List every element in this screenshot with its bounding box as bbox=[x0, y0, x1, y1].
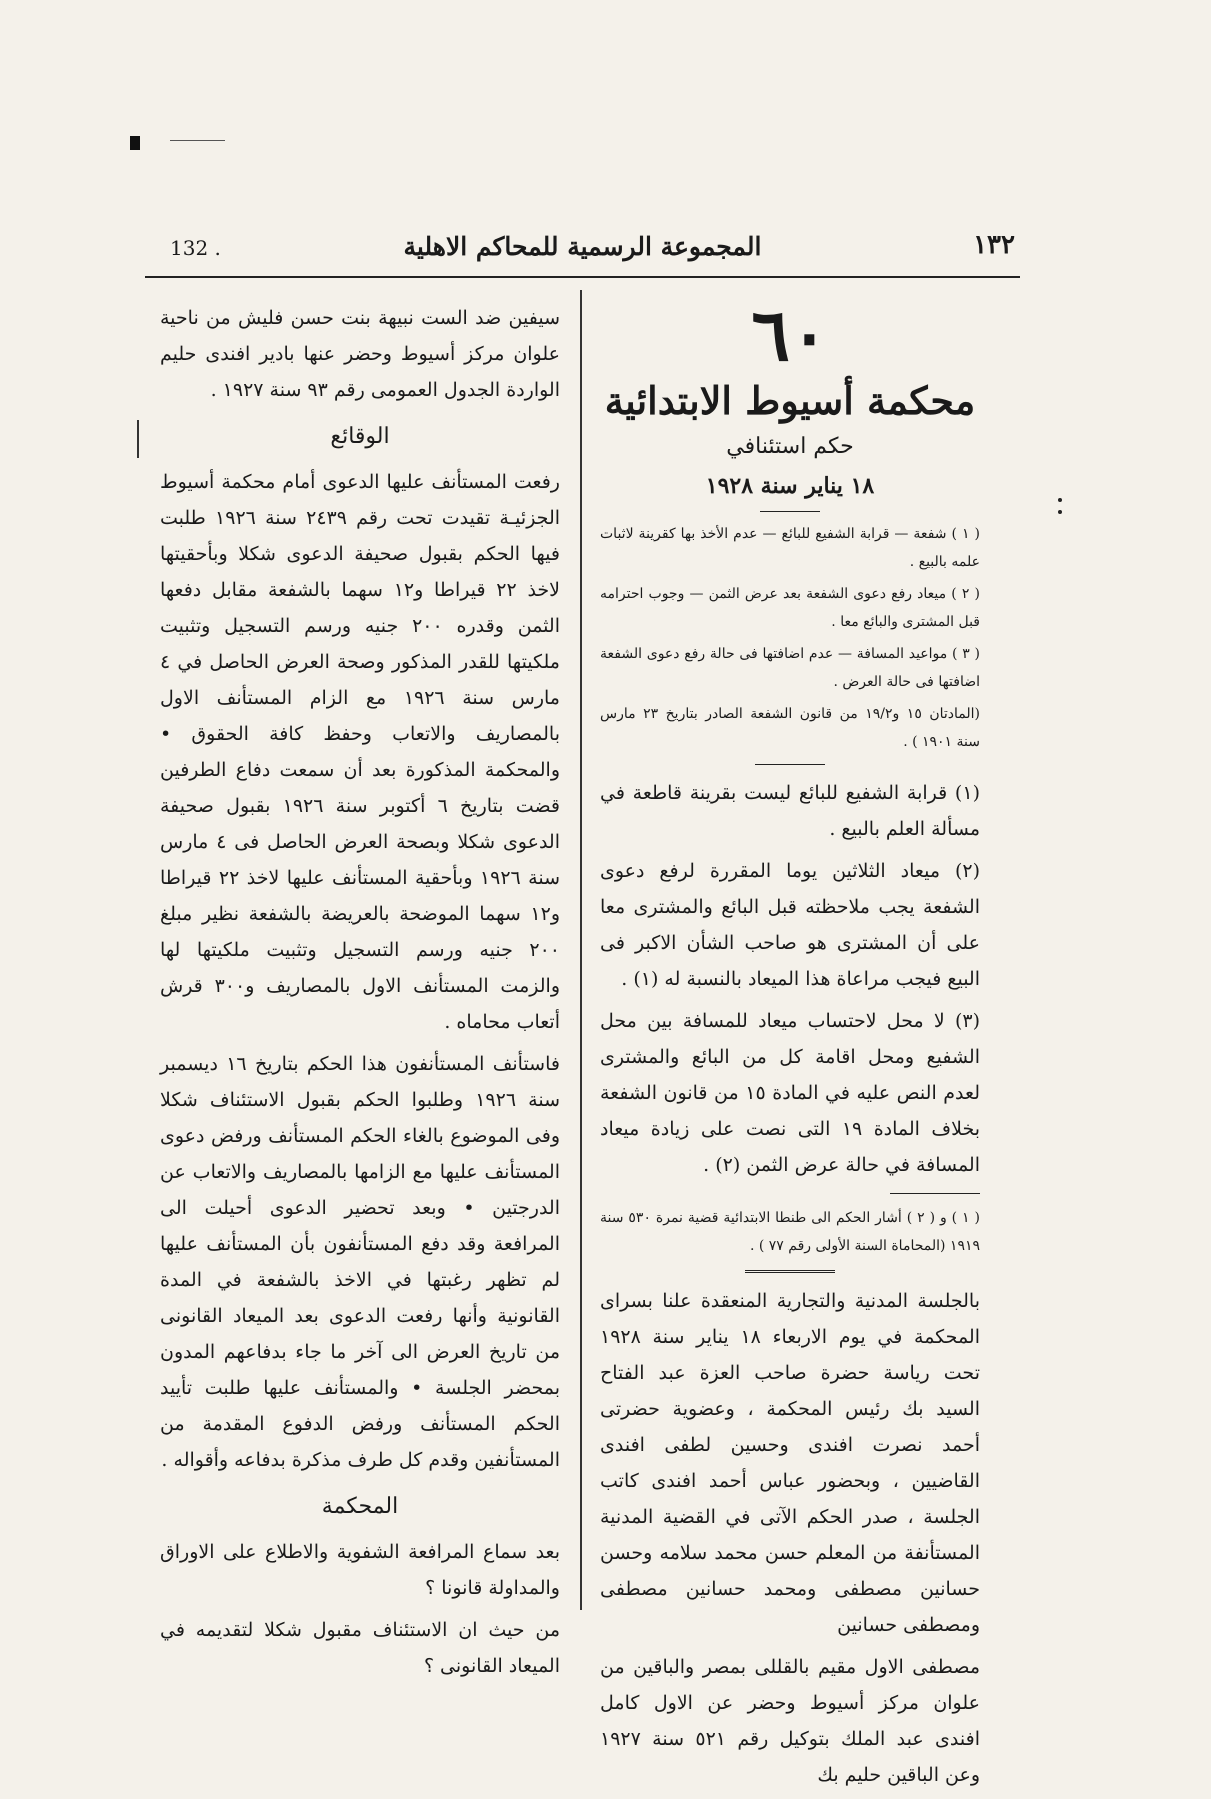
left-column bbox=[160, 300, 560, 1690]
journal-title: المجموعة الرسمية للمحاكم الاهلية bbox=[403, 232, 762, 261]
session-paragraph: مصطفى الاول مقيم بالقللى بمصر والباقين من علوان مركز أسيوط وحضر عن الاول كامل افندى عبد الملك بتوكيل رقم ٥٢١ سنة ١٩٢٧ وعن الباقين حليم بك bbox=[600, 1656, 980, 1786]
headnote-law-reference: (المادتان ١٥ و١٩/٢ من قانون الشفعة الصادر بتاريخ ٢٣ مارس سنة ١٩٠١ ) . bbox=[600, 706, 980, 750]
facts-heading: الوقائع bbox=[330, 424, 390, 449]
case-number: ٦٠ bbox=[751, 292, 829, 377]
ruling-date: ١٨ يناير سنة ١٩٢٨ bbox=[705, 473, 875, 499]
right-column bbox=[600, 290, 980, 1799]
footnote: ( ١ ) و ( ٢ ) أشار الحكم الى طنطا الابتدائية قضية نمرة ٥٣٠ سنة ١٩١٩ (المحاماة السنة الأولى رقم ٧٧ ) . bbox=[600, 1210, 980, 1254]
headnote: ( ٣ ) مواعيد المسافة — عدم اضافتها فى حالة رفع دعوى الشفعة اضافتها فى حالة العرض . bbox=[600, 646, 980, 690]
facts-paragraph: فاستأنف المستأنفون هذا الحكم بتاريخ ١٦ ديسمبر سنة ١٩٢٦ وطلبوا الحكم بقبول الاستئناف شكلا وفى الموضوع بالغاء الحكم المستأنف ورفض دعوى المستأنف عليها مع الزامها بالمصاريف والاتعاب عن الدرجتين • وبعد تحضير الدعوى أحيلت الى المرافعة وقد دفع المستأنفون بأن المستأنف عليها لم تظهر رغبتها في الاخذ بالشفعة في المدة القانونية وأنها رفعت الدعوى بعد الميعاد القانونى من تاريخ العرض الى آخر ما جاء بدفاعهم المدون بمحضر الجلسة • والمستأنف عليها طلبت تأييد الحكم المستأنف ورفض الدفوع المقدمة من المستأنفين وقدم كل طرف مذكرة بدفاعه وأقواله . bbox=[160, 1053, 560, 1471]
court-paragraph: بعد سماع المرافعة الشفوية والاطلاع على الاوراق والمداولة قانونا ؟ bbox=[160, 1541, 560, 1599]
ruling-type: حكم استئنافي bbox=[726, 434, 854, 459]
running-header bbox=[150, 230, 1015, 276]
facts-paragraph: رفعت المستأنف عليها الدعوى أمام محكمة أسيوط الجزئيـة تقيدت تحت رقم ٢٤٣٩ سنة ١٩٢٦ طلبت فيها الحكم بقبول صحيفة الدعوى شكلا وبأحقيتها لاخذ ٢٢ قيراطا و١٢ سهما بالشفعة مقابل دفعها الثمن وقدره ٢٠٠ جنيه ورسم التسجيل وتثبيت ملكيتها للقدر المذكور وصحة العرض الحاصل في ٤ مارس سنة ١٩٢٦ مع الزام المستأنف الاول بالمصاريف والاتعاب وحفظ كافة الحقوق • والمحكمة المذكورة بعد أن سمعت دفاع الطرفين قضت بتاريخ ٦ أكتوبر سنة ١٩٢٦ بقبول صحيفة الدعوى شكلا وبصحة العرض الحاصل فى ٤ مارس سنة ١٩٢٦ وبأحقية المستأنف عليها لاخذ ٢٢ قيراطا و١٢ سهما الموضحة بالعريضة بالشفعة نظير مبلغ ٢٠٠ جنيه ورسم التسجيل وتثبيت ملكيتها لها والزمت المستأنف الاول بالمصاريف و٣٠٠ قرش أتعاب محاماه . bbox=[160, 471, 561, 1033]
principle: (٣) لا محل لاحتساب ميعاد للمسافة بين محل الشفيع ومحل اقامة كل من البائع والمشترى لعدم النص عليه في المادة ١٥ من قانون الشفعة بخلاف المادة ١٩ التى نصت على زيادة ميعاد المسافة في حالة عرض الثمن (٢) . bbox=[600, 1010, 981, 1176]
header-rule bbox=[145, 276, 1020, 278]
top-rule bbox=[170, 140, 225, 141]
margin-tick bbox=[137, 420, 139, 458]
court-name: محكمة أسيوط الابتدائية bbox=[604, 378, 976, 423]
court-paragraph: من حيث ان الاستئناف مقبول شكلا لتقديمه في الميعاد القانونى ؟ bbox=[160, 1619, 560, 1677]
footnote-rule bbox=[890, 1193, 980, 1194]
headnote: ( ٢ ) ميعاد رفع دعوى الشفعة بعد عرض الثمن — وجوب احترامه قبل المشترى والبائع معا . bbox=[600, 586, 980, 630]
headnotes bbox=[600, 520, 980, 756]
title-rule bbox=[760, 511, 820, 512]
page-number-latin: 132 . bbox=[170, 236, 221, 260]
court-heading: المحكمة bbox=[321, 1494, 399, 1519]
page-number-arabic: ١٣٢ bbox=[973, 230, 1015, 260]
margin-dots bbox=[1058, 498, 1062, 518]
section-rule bbox=[755, 764, 825, 765]
principle: (١) قرابة الشفيع للبائع ليست بقرينة قاطعة في مسألة العلم بالبيع . bbox=[600, 782, 980, 840]
column-divider bbox=[580, 290, 582, 1610]
double-rule bbox=[745, 1270, 835, 1273]
corner-mark bbox=[130, 136, 140, 150]
principle: (٢) ميعاد الثلاثين يوما المقررة لرفع دعوى الشفعة يجب ملاحظته قبل البائع والمشترى معا على أن المشترى هو صاحب الشأن الاكبر فى البيع فيجب مراعاة هذا الميعاد بالنسبة له (١) . bbox=[600, 860, 980, 990]
headnote: ( ١ ) شفعة — قرابة الشفيع للبائع — عدم الأخذ بها كقرينة لاثبات علمه بالبيع . bbox=[600, 526, 980, 570]
parties-continuation: سيفين ضد الست نبيهة بنت حسن فليش من ناحية علوان مركز أسيوط وحضر عنها بادير افندى حليم الواردة الجدول العمومى رقم ٩٣ سنة ١٩٢٧ . bbox=[160, 307, 560, 401]
session-paragraph: بالجلسة المدنية والتجارية المنعقدة علنا بسراى المحكمة في يوم الاربعاء ١٨ يناير سنة ١٩٢٨ تحت رياسة حضرة صاحب العزة عبد الفتاح السيد بك رئيس المحكمة ، وعضوية حضرتى أحمد نصرت افندى وحسين لطفى افندى القاضيين ، وبحضور عباس أحمد افندى كاتب الجلسة ، صدر الحكم الآتى في القضية المدنية المستأنفة من المعلم حسن محمد سلامه وحسن حسانين مصطفى ومحمد حسانين مصطفى ومصطفى حسانين bbox=[600, 1290, 980, 1636]
